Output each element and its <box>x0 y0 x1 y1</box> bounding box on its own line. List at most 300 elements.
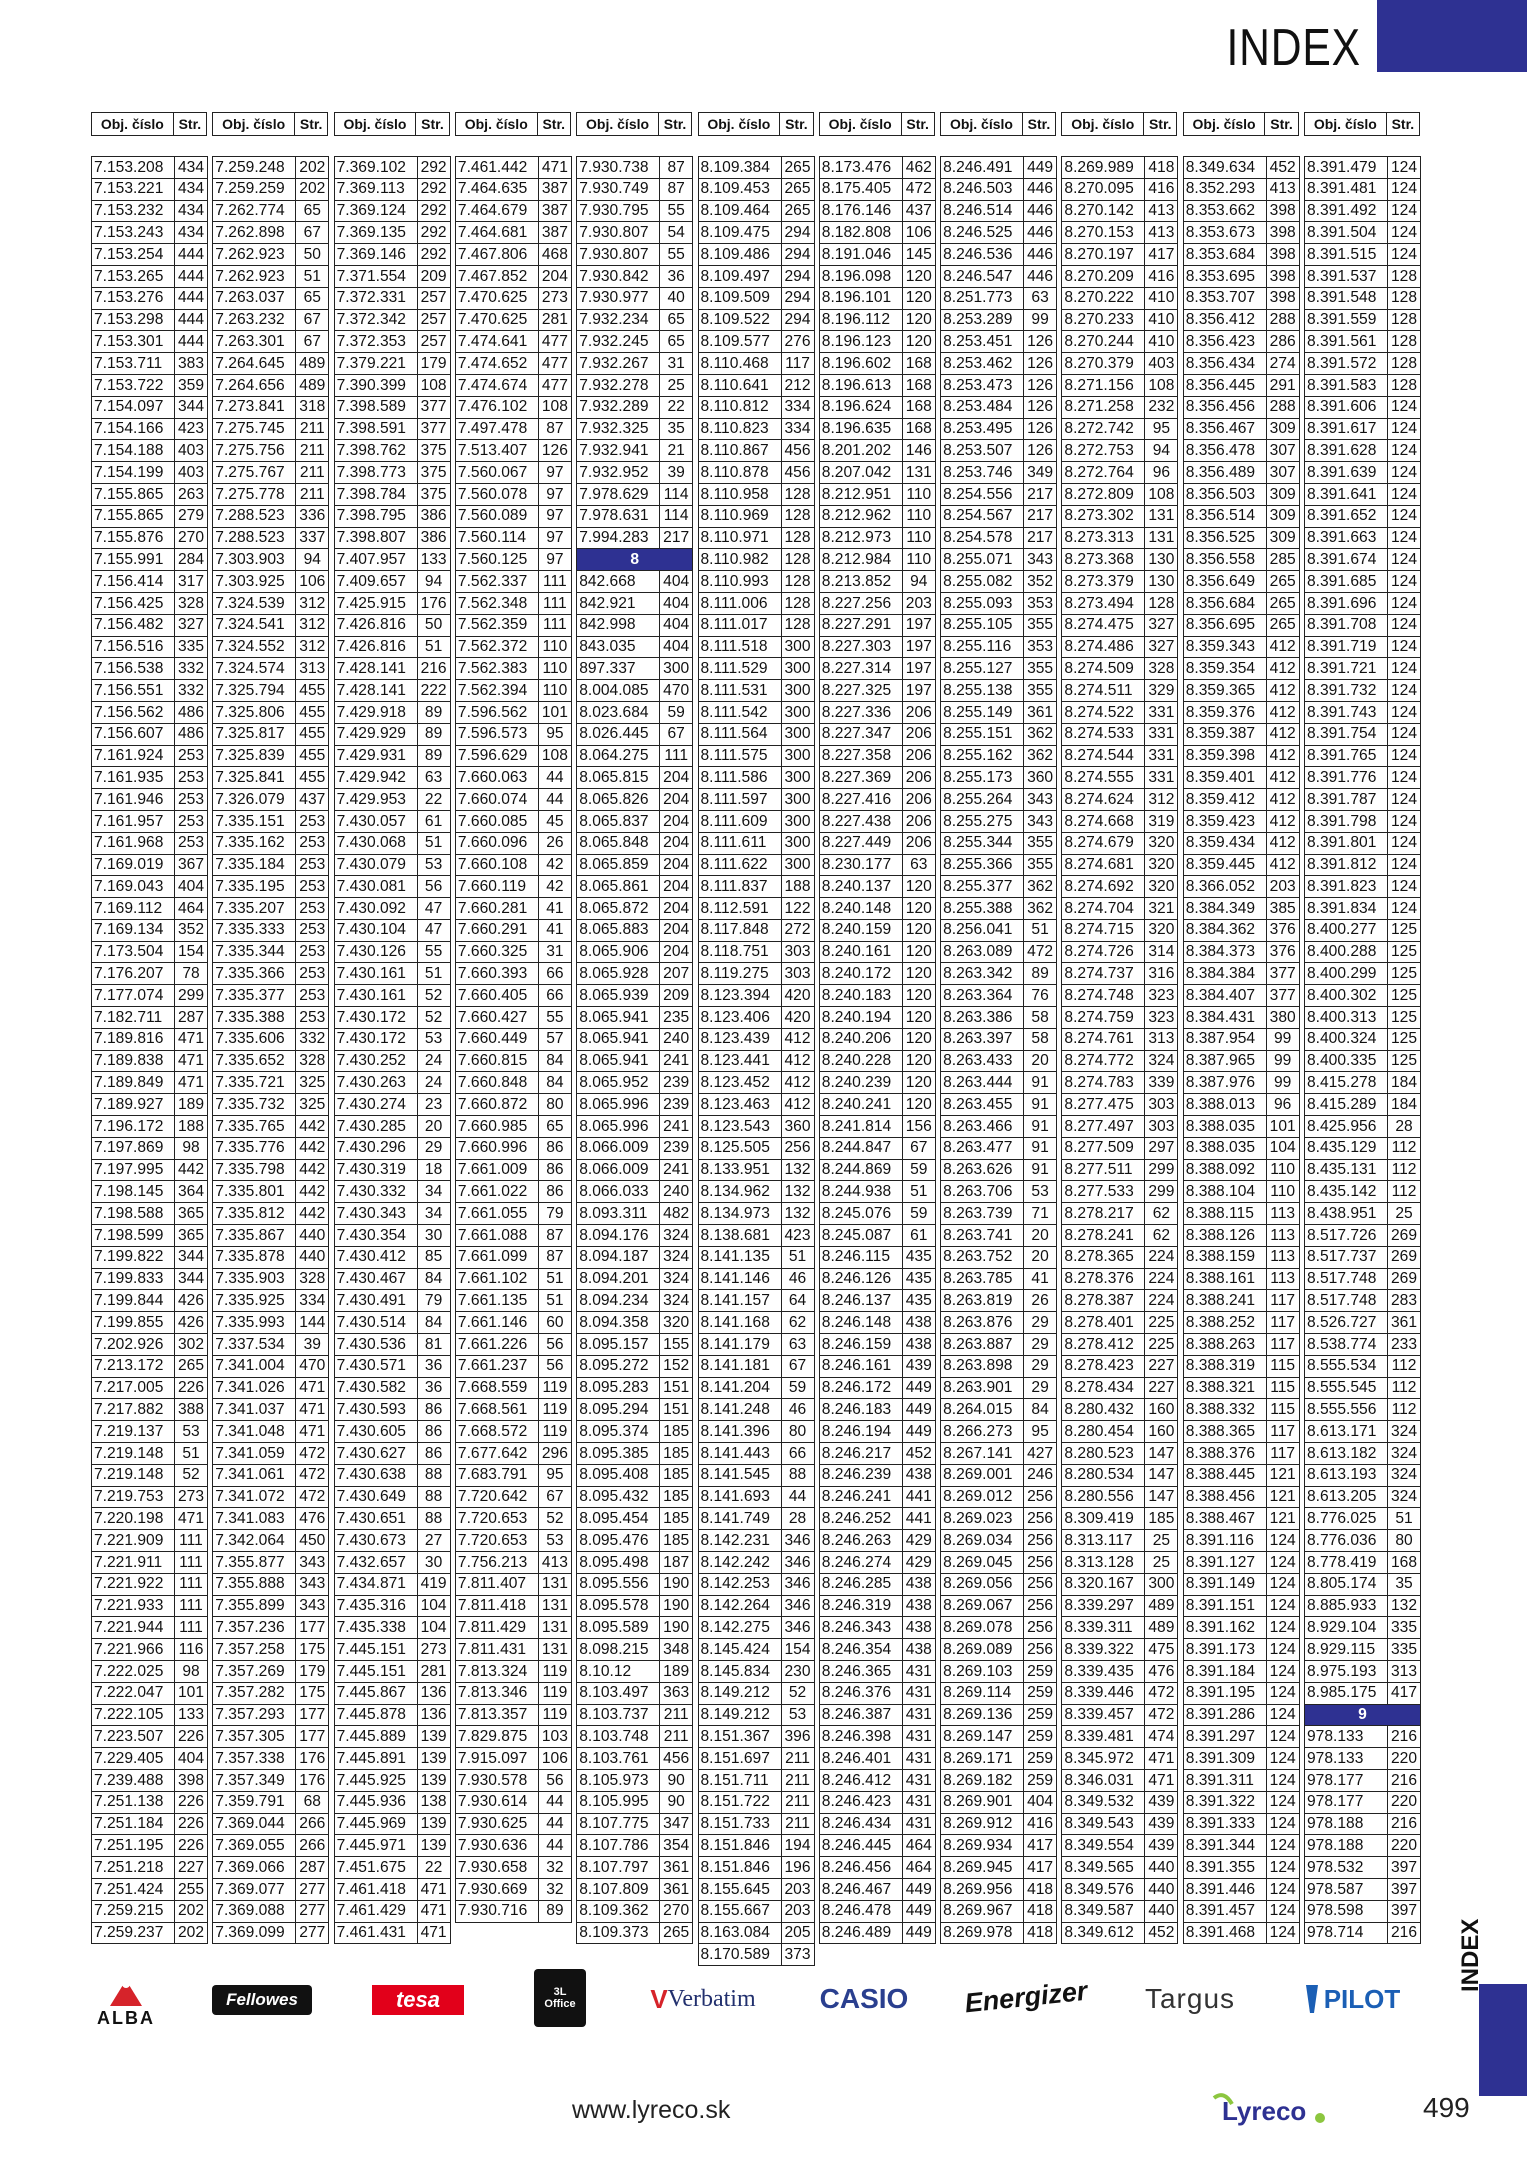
item-code: 8.356.412 <box>1183 309 1266 331</box>
item-code: 7.197.995 <box>92 1159 175 1181</box>
page-ref: 63 <box>902 854 935 876</box>
item-code: 7.335.195 <box>213 876 296 898</box>
table-row <box>213 1508 329 1530</box>
table-row <box>577 1290 693 1312</box>
table-row <box>819 549 935 571</box>
item-code: 7.153.254 <box>92 244 175 266</box>
item-code: 8.141.693 <box>698 1486 781 1508</box>
page-ref: 253 <box>296 854 329 876</box>
table-row <box>1062 1203 1178 1225</box>
table-row <box>698 1486 814 1508</box>
table-row <box>92 1486 208 1508</box>
item-code: 8.134.962 <box>698 1181 781 1203</box>
page-ref: 413 <box>538 1552 571 1574</box>
item-code: 8.274.668 <box>1062 810 1145 832</box>
item-code: 7.156.425 <box>92 592 175 614</box>
page-ref: 46 <box>781 1268 814 1290</box>
item-code: 7.161.935 <box>92 767 175 789</box>
table-row <box>213 1355 329 1377</box>
item-code: 8.110.468 <box>698 353 781 375</box>
page-ref: 94 <box>902 571 935 593</box>
item-code: 8.384.407 <box>1183 985 1266 1007</box>
item-code: 8.253.462 <box>941 353 1024 375</box>
item-code: 8.240.172 <box>819 963 902 985</box>
table-row <box>92 963 208 985</box>
item-code: 8.227.314 <box>819 658 902 680</box>
item-code: 8.264.015 <box>941 1399 1024 1421</box>
page-ref: 32 <box>538 1878 571 1900</box>
table-row <box>698 1421 814 1443</box>
page-ref: 312 <box>1145 789 1178 811</box>
table-row <box>698 244 814 266</box>
item-code: 7.813.324 <box>455 1660 538 1682</box>
item-code: 7.660.063 <box>455 767 538 789</box>
page-ref: 385 <box>1266 898 1299 920</box>
table-row <box>334 1246 450 1268</box>
page-ref: 91 <box>1024 1094 1057 1116</box>
page-ref: 131 <box>902 462 935 484</box>
item-code: 7.461.431 <box>334 1922 417 1944</box>
page-ref: 220 <box>1388 1791 1421 1813</box>
header-page-label: Str. <box>658 113 691 136</box>
item-code: 7.660.096 <box>455 832 538 854</box>
table-row <box>698 1072 814 1094</box>
item-code: 7.445.891 <box>334 1748 417 1770</box>
page-ref: 119 <box>538 1660 571 1682</box>
table-row <box>92 200 208 222</box>
item-code: 7.430.673 <box>334 1530 417 1552</box>
page-ref: 300 <box>781 701 814 723</box>
item-code: 8.111.837 <box>698 876 781 898</box>
item-code: 8.353.673 <box>1183 222 1266 244</box>
page-ref: 190 <box>660 1617 693 1639</box>
table-row <box>941 1116 1057 1138</box>
page-ref: 97 <box>538 549 571 571</box>
item-code: 7.430.605 <box>334 1421 417 1443</box>
page-ref: 84 <box>538 1072 571 1094</box>
page-ref: 30 <box>417 1225 450 1247</box>
table-row <box>334 1617 450 1639</box>
table-row <box>455 1225 571 1247</box>
item-code: 7.398.591 <box>334 418 417 440</box>
table-row <box>334 1464 450 1486</box>
item-code: 7.932.941 <box>577 440 660 462</box>
page-ref: 418 <box>1024 1900 1057 1922</box>
item-code: 7.156.516 <box>92 636 175 658</box>
table-row <box>1183 919 1299 941</box>
page-ref: 349 <box>1024 462 1057 484</box>
item-code: 8.246.354 <box>819 1639 902 1661</box>
item-code: 7.430.332 <box>334 1181 417 1203</box>
item-code: 8.170.589 <box>698 1944 781 1966</box>
item-code: 8.263.626 <box>941 1159 1024 1181</box>
table-row <box>577 505 693 527</box>
item-code: 8.151.711 <box>698 1769 781 1791</box>
item-code: 8.274.761 <box>1062 1028 1145 1050</box>
page-ref: 440 <box>296 1246 329 1268</box>
page-ref: 284 <box>175 549 208 571</box>
table-row <box>1183 789 1299 811</box>
table-row <box>698 440 814 462</box>
table-row <box>455 898 571 920</box>
item-code: 8.391.639 <box>1305 462 1388 484</box>
page-ref: 131 <box>538 1639 571 1661</box>
page-ref: 114 <box>660 483 693 505</box>
table-row <box>334 222 450 244</box>
table-row <box>92 549 208 571</box>
item-code: 8.269.147 <box>941 1726 1024 1748</box>
item-code: 7.372.342 <box>334 309 417 331</box>
page-ref: 67 <box>538 1486 571 1508</box>
item-code: 7.430.536 <box>334 1334 417 1356</box>
page-ref: 450 <box>296 1530 329 1552</box>
item-code: 8.227.347 <box>819 723 902 745</box>
page-ref: 124 <box>1388 832 1421 854</box>
table-row <box>213 1094 329 1116</box>
table-row <box>698 1007 814 1029</box>
page-ref: 206 <box>902 767 935 789</box>
item-code: 7.156.482 <box>92 614 175 636</box>
item-code: 8.391.812 <box>1305 854 1388 876</box>
page-ref: 22 <box>417 789 450 811</box>
item-code: 7.369.044 <box>213 1813 296 1835</box>
page-ref: 220 <box>1388 1748 1421 1770</box>
item-code: 8.263.089 <box>941 941 1024 963</box>
table-row <box>334 1159 450 1181</box>
page-ref: 20 <box>1024 1225 1057 1247</box>
item-code: 7.219.753 <box>92 1486 175 1508</box>
page-ref: 106 <box>538 1748 571 1770</box>
table-row <box>1183 1552 1299 1574</box>
page-ref: 145 <box>902 244 935 266</box>
page-ref: 58 <box>1024 1007 1057 1029</box>
page-ref: 124 <box>1388 592 1421 614</box>
table-row <box>455 1203 571 1225</box>
table-row <box>1062 614 1178 636</box>
table-row <box>455 309 571 331</box>
item-code: 7.357.282 <box>213 1682 296 1704</box>
table-row <box>1062 832 1178 854</box>
item-code: 8.263.898 <box>941 1355 1024 1377</box>
item-code: 8.613.182 <box>1305 1443 1388 1465</box>
table-row <box>819 1639 935 1661</box>
page-ref: 438 <box>902 1464 935 1486</box>
page-ref: 323 <box>1145 985 1178 1007</box>
table-row <box>334 505 450 527</box>
item-code: 8.095.432 <box>577 1486 660 1508</box>
item-code: 7.341.004 <box>213 1355 296 1377</box>
page-ref: 273 <box>538 287 571 309</box>
item-code: 7.335.366 <box>213 963 296 985</box>
table-row <box>92 244 208 266</box>
item-code: 7.474.674 <box>455 374 538 396</box>
item-code: 8.339.446 <box>1062 1682 1145 1704</box>
table-row <box>577 1726 693 1748</box>
item-code: 8.555.545 <box>1305 1377 1388 1399</box>
page-ref: 68 <box>296 1791 329 1813</box>
item-code: 7.811.407 <box>455 1573 538 1595</box>
page-ref: 216 <box>1388 1769 1421 1791</box>
item-code: 7.813.357 <box>455 1704 538 1726</box>
item-code: 8.244.847 <box>819 1137 902 1159</box>
item-code: 7.660.405 <box>455 985 538 1007</box>
table-row <box>213 1704 329 1726</box>
page-ref: 87 <box>538 418 571 440</box>
header-accent-tab <box>1377 0 1527 72</box>
table-row <box>334 658 450 680</box>
table-row <box>577 200 693 222</box>
page-ref: 51 <box>296 265 329 287</box>
table-row <box>1305 1878 1421 1900</box>
table-row <box>819 1835 935 1857</box>
table-row <box>334 789 450 811</box>
page-ref: 131 <box>1145 505 1178 527</box>
table-row <box>92 1464 208 1486</box>
page-ref: 377 <box>417 418 450 440</box>
item-code: 8.065.837 <box>577 810 660 832</box>
item-code: 7.562.372 <box>455 636 538 658</box>
table-row <box>455 178 571 200</box>
item-code: 8.391.721 <box>1305 658 1388 680</box>
item-code: 7.398.784 <box>334 483 417 505</box>
page-ref: 138 <box>417 1791 450 1813</box>
page-ref: 418 <box>1024 1878 1057 1900</box>
item-code: 8.391.446 <box>1183 1878 1266 1900</box>
page-ref: 253 <box>175 832 208 854</box>
table-row <box>92 876 208 898</box>
table-row <box>1183 1246 1299 1268</box>
item-code: 8.269.989 <box>1062 157 1145 179</box>
header-page-label: Str. <box>1386 113 1419 136</box>
table-row <box>577 854 693 876</box>
table-row <box>1062 680 1178 702</box>
table-row <box>1183 200 1299 222</box>
table-row <box>1183 483 1299 505</box>
page-ref: 413 <box>1145 200 1178 222</box>
page-ref: 147 <box>1145 1464 1178 1486</box>
item-code: 8.142.264 <box>698 1595 781 1617</box>
table-row <box>455 1028 571 1050</box>
table-row <box>455 854 571 876</box>
page-ref: 52 <box>417 1007 450 1029</box>
table-row <box>1305 178 1421 200</box>
table-row <box>1305 1050 1421 1072</box>
table-row <box>577 396 693 418</box>
page-ref: 416 <box>1024 1813 1057 1835</box>
page-ref: 217 <box>660 527 693 549</box>
page-ref: 124 <box>1388 396 1421 418</box>
item-code: 8.391.834 <box>1305 898 1388 920</box>
brand-logo-targus: Targus <box>1144 1983 1236 2014</box>
table-row <box>698 1355 814 1377</box>
page-ref: 343 <box>1024 810 1057 832</box>
table-row <box>1305 985 1421 1007</box>
item-code: 7.560.125 <box>455 549 538 571</box>
item-code: 7.189.927 <box>92 1094 175 1116</box>
header-page-label: Str. <box>295 113 328 136</box>
table-row <box>92 1857 208 1879</box>
page-ref: 185 <box>660 1464 693 1486</box>
table-row <box>213 1334 329 1356</box>
index-column <box>1183 112 1299 1944</box>
item-code: 7.660.815 <box>455 1050 538 1072</box>
page-ref: 442 <box>175 1159 208 1181</box>
page-ref: 434 <box>175 157 208 179</box>
table-row <box>819 483 935 505</box>
item-code: 7.341.083 <box>213 1508 296 1530</box>
item-code: 7.930.716 <box>455 1900 538 1922</box>
table-row <box>819 876 935 898</box>
table-row <box>698 1900 814 1922</box>
table-row <box>334 767 450 789</box>
item-code: 8.391.823 <box>1305 876 1388 898</box>
page-ref: 486 <box>175 701 208 723</box>
item-code: 8.435.131 <box>1305 1159 1388 1181</box>
table-row <box>1183 1486 1299 1508</box>
item-code: 842.921 <box>577 592 660 614</box>
page-number: 499 <box>1423 2092 1470 2123</box>
item-code: 7.155.876 <box>92 527 175 549</box>
page-ref: 320 <box>1145 876 1178 898</box>
item-code: 8.103.497 <box>577 1682 660 1704</box>
item-code: 8.141.181 <box>698 1355 781 1377</box>
item-code: 8.142.242 <box>698 1552 781 1574</box>
column-header <box>1061 112 1177 136</box>
item-code: 8.107.797 <box>577 1857 660 1879</box>
table-row <box>92 309 208 331</box>
item-code: 7.432.657 <box>334 1552 417 1574</box>
item-code: 8.246.241 <box>819 1486 902 1508</box>
item-code: 8.240.228 <box>819 1050 902 1072</box>
item-code: 8.346.031 <box>1062 1769 1145 1791</box>
page-ref: 114 <box>660 505 693 527</box>
table-row <box>698 1246 814 1268</box>
table-row <box>455 396 571 418</box>
item-code: 8.274.533 <box>1062 723 1145 745</box>
table-row <box>941 1857 1057 1879</box>
page-ref: 124 <box>1266 1682 1299 1704</box>
table-row <box>1062 1028 1178 1050</box>
page-ref: 281 <box>417 1660 450 1682</box>
table-row <box>819 157 935 179</box>
page-ref: 464 <box>902 1835 935 1857</box>
page-ref: 300 <box>1145 1573 1178 1595</box>
table-row <box>698 832 814 854</box>
item-code: 8.269.171 <box>941 1748 1024 1770</box>
table-row <box>1183 1421 1299 1443</box>
item-code: 978.177 <box>1305 1791 1388 1813</box>
page-ref: 203 <box>781 1900 814 1922</box>
item-code: 7.288.523 <box>213 505 296 527</box>
item-code: 8.388.115 <box>1183 1203 1266 1225</box>
item-code: 8.111.017 <box>698 614 781 636</box>
table-row <box>455 1464 571 1486</box>
table-row <box>698 745 814 767</box>
table-row <box>698 789 814 811</box>
table-row <box>455 549 571 571</box>
item-code: 8.313.128 <box>1062 1552 1145 1574</box>
table-row <box>577 1421 693 1443</box>
table-row <box>1305 1072 1421 1094</box>
table-row <box>941 898 1057 920</box>
table-row <box>334 353 450 375</box>
table-row <box>577 1377 693 1399</box>
item-code: 7.661.102 <box>455 1268 538 1290</box>
table-row <box>334 1334 450 1356</box>
table-row <box>1305 374 1421 396</box>
page-ref: 139 <box>417 1769 450 1791</box>
item-code: 8.425.956 <box>1305 1116 1388 1138</box>
page-ref: 211 <box>296 440 329 462</box>
page-ref: 117 <box>1266 1421 1299 1443</box>
item-code: 8.065.952 <box>577 1072 660 1094</box>
page-ref: 253 <box>296 832 329 854</box>
item-code: 8.356.649 <box>1183 571 1266 593</box>
page-ref: 206 <box>902 832 935 854</box>
item-code: 7.369.102 <box>334 157 417 179</box>
table-row <box>213 701 329 723</box>
table-row <box>334 1355 450 1377</box>
item-code: 8.133.951 <box>698 1159 781 1181</box>
table-row <box>455 571 571 593</box>
page-ref: 462 <box>902 157 935 179</box>
table-row <box>334 614 450 636</box>
item-code: 7.430.651 <box>334 1508 417 1530</box>
item-code: 8.103.761 <box>577 1748 660 1770</box>
table-row <box>698 1290 814 1312</box>
item-code: 7.154.199 <box>92 462 175 484</box>
index-column <box>576 112 692 1944</box>
page-ref: 434 <box>175 200 208 222</box>
item-code: 8.095.578 <box>577 1595 660 1617</box>
index-column <box>819 112 935 1944</box>
table-row <box>577 745 693 767</box>
table-row <box>92 636 208 658</box>
table-row <box>334 985 450 1007</box>
table-row <box>1183 810 1299 832</box>
table-row <box>455 222 571 244</box>
page-ref: 456 <box>781 462 814 484</box>
item-code: 7.445.925 <box>334 1769 417 1791</box>
page-ref: 429 <box>902 1530 935 1552</box>
item-code: 7.173.504 <box>92 941 175 963</box>
item-code: 7.199.833 <box>92 1268 175 1290</box>
table-row <box>1183 505 1299 527</box>
page-ref: 377 <box>417 396 450 418</box>
table-row <box>698 396 814 418</box>
item-code: 8.517.737 <box>1305 1246 1388 1268</box>
item-code: 8.227.291 <box>819 614 902 636</box>
page-ref: 132 <box>781 1159 814 1181</box>
page-ref: 53 <box>417 1028 450 1050</box>
page-ref: 120 <box>902 1007 935 1029</box>
item-code: 8.246.263 <box>819 1530 902 1552</box>
item-code: 8.263.433 <box>941 1050 1024 1072</box>
item-code: 8.246.387 <box>819 1704 902 1726</box>
page-ref: 412 <box>1266 658 1299 680</box>
item-code: 8.885.933 <box>1305 1595 1388 1617</box>
table-row <box>1305 1007 1421 1029</box>
table-row <box>941 1355 1057 1377</box>
item-code: 8.339.435 <box>1062 1660 1145 1682</box>
page-ref: 98 <box>175 1660 208 1682</box>
page-ref: 30 <box>417 1552 450 1574</box>
item-code: 7.474.641 <box>455 331 538 353</box>
item-code: 7.263.301 <box>213 331 296 353</box>
page-ref: 95 <box>1024 1421 1057 1443</box>
page-ref: 227 <box>1145 1355 1178 1377</box>
table-row <box>334 309 450 331</box>
